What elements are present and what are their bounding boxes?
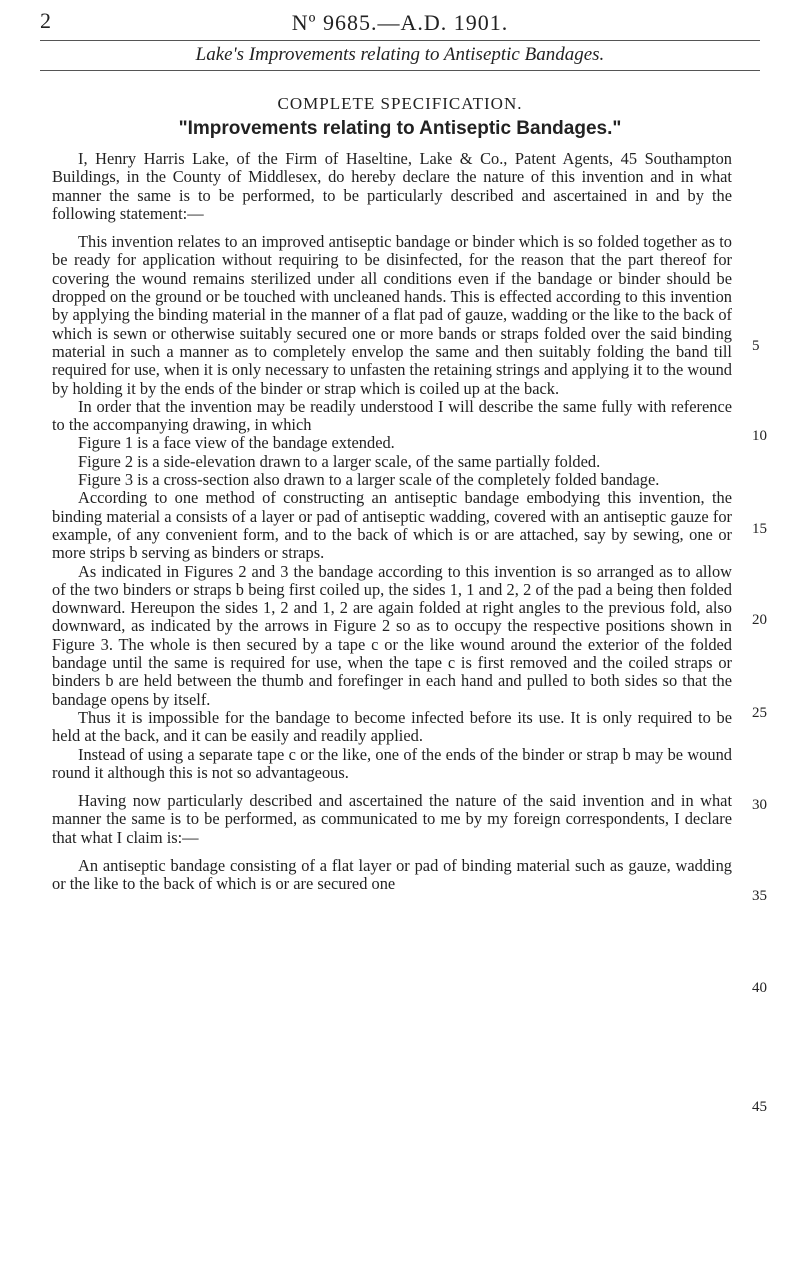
line-number: 20 (752, 612, 767, 628)
header-rule-top (40, 40, 760, 41)
body-text (52, 150, 732, 894)
paragraph: Thus it is impossible for the bandage to become infected before its use. It is only required to be held at the back, and it can be easily and readily applied. (52, 707, 732, 746)
page-number: 2 (40, 8, 51, 33)
spec-heading: COMPLETE SPECIFICATION. (277, 94, 523, 113)
patent-number: Nº 9685.—A.D. 1901. (291, 10, 509, 35)
line-number: 15 (752, 521, 767, 537)
spec-title: "Improvements relating to Antiseptic Bandages." (178, 118, 622, 139)
paragraph: In order that the invention may be readily understood I will describe the same fully with reference to the accompanying drawing, in which (52, 396, 732, 435)
paragraph: Having now particularly described and ascertained the nature of the said invention and in what manner the same is to be performed, as communicated to me by my foreign correspondents, I declare that what I claim is:— (52, 791, 732, 847)
paragraph: This invention relates to an improved antiseptic bandage or binder which is so folded together as to be ready for application without requiring to be disinfected, for the reason that the part thereof for covering the wound remains sterilized under all conditions even if the bandage or binder should be dropped on the ground or be touched with uncleaned hands. This is effected according to this invention by applying the binding material in the manner of a flat pad of gauze, wadding or the like to the back of which is sewn or otherwise suitably secured one or more bands or straps folded over the said binding material in such a manner as to completely envelop the same and then suitably folding the band till required for use, when it is only necessary to unfasten the retaining strings and applying it to the wound by holding it by the ends of the binder or strap which is coiled up at the back. (52, 232, 732, 398)
paragraph: I, Henry Harris Lake, of the Firm of Haseltine, Lake & Co., Patent Agents, 45 Southampton Buildings, in the County of Middlesex, do hereby declare the nature of this invention and in what manner the same is to be performed, to be particularly described and ascertained in and by the following statement:— (52, 149, 732, 223)
paragraph: As indicated in Figures 2 and 3 the bandage according to this invention is so arranged as to allow of the two binders or straps b being first coiled up, the sides 1, 1 and 2, 2 of the pad a being then folded downward. Hereupon the sides 1, 2 and 1, 2 are again folded at right angles to the previous fold, also downward, as indicated by the arrows in Figure 2 so as to occupy the respective positions shown in Figure 3. The whole is then secured by a tape c or the like wound around the exterior of the folded bandage until the same is required for use, when the tape c is first removed and the coiled straps or binders b are held between the thumb and forefinger in each hand and pulled to both sides so that the bandage opens by itself. (52, 561, 732, 709)
paragraph: Instead of using a separate tape c or the like, one of the ends of the binder or strap b may be wound round it although this is not so advantageous. (52, 744, 732, 782)
paragraph: According to one method of constructing an antiseptic bandage embodying this invention, the binding material a consists of a layer or pad of antiseptic wadding, covered with an antiseptic gauze for example, of any convenient form, and to the back of which is or are attached, say by sewing, one or more strips b serving as binders or straps. (52, 488, 732, 563)
paragraph: Figure 1 is a face view of the bandage extended. (78, 433, 395, 453)
header-rule-bottom (40, 70, 760, 71)
running-title: Lake's Improvements relating to Antiseptic Bandages. (195, 44, 605, 65)
line-number: 25 (752, 705, 767, 721)
paragraph: An antiseptic bandage consisting of a flat layer or pad of binding material such as gauze, wadding or the like to the back of which is or are secured one (52, 855, 732, 894)
line-number: 45 (752, 1099, 767, 1115)
line-number: 40 (752, 980, 767, 996)
paragraph: Figure 2 is a side-elevation drawn to a larger scale, of the same partially folded. (78, 451, 601, 471)
line-number: 5 (752, 338, 760, 354)
paragraph: Figure 3 is a cross-section also drawn to a larger scale of the completely folded bandage. (78, 470, 660, 490)
line-number: 30 (752, 797, 767, 813)
line-number: 35 (752, 888, 767, 904)
line-number: 10 (752, 428, 767, 444)
